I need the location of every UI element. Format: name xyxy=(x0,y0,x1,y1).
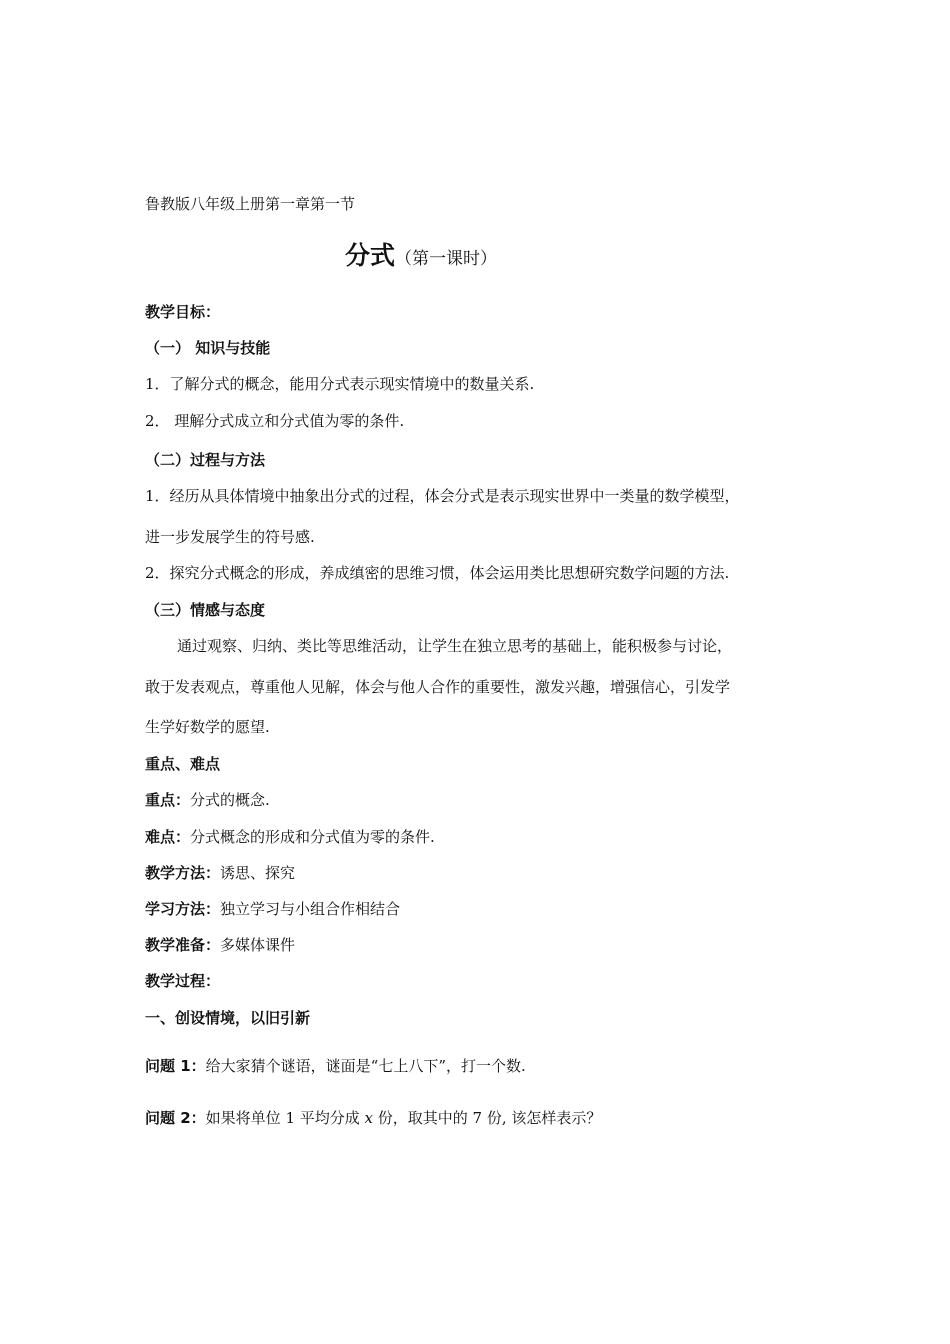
teaching-method-label: 教学方法： xyxy=(145,864,221,882)
question-2 xyxy=(145,1108,601,1128)
question-2-variable: x xyxy=(364,1109,373,1127)
question-2-text-b: 份，取其中的 7 份, 该怎样表示？ xyxy=(373,1109,602,1127)
section3-para-line3: 生学好数学的愿望. xyxy=(145,718,270,736)
question-1-text: 给大家猜个谜语，谜面是“七上八下”，打一个数. xyxy=(205,1057,526,1075)
key-point-label: 重点： xyxy=(145,791,191,809)
keypoints-heading: 重点、难点 xyxy=(145,755,221,773)
section2-item1-line1: 1．经历从具体情境中抽象出分式的过程，体会分式是表示现实世界中一类量的数学模型， xyxy=(145,487,740,505)
objectives-heading: 教学目标： xyxy=(145,303,221,321)
section3-para-line1: 通过观察、归纳、类比等思维活动，让学生在独立思考的基础上，能积极参与讨论， xyxy=(177,637,733,655)
section1-heading: （一） 知识与技能 xyxy=(145,339,271,357)
question-2-text-a: 如果将单位 1 平均分成 xyxy=(205,1109,365,1127)
difficulty-text: 分式概念的形成和分式值为零的条件. xyxy=(190,828,435,846)
section1-item1: 1．了解分式的概念，能用分式表示现实情境中的数量关系. xyxy=(145,375,535,393)
section2-item2: 2．探究分式概念的形成，养成缜密的思维习惯，体会运用类比思想研究数学问题的方法. xyxy=(145,564,730,582)
lesson-title xyxy=(345,236,497,272)
question-1 xyxy=(145,1056,526,1076)
section2-item1-line2: 进一步发展学生的符号感. xyxy=(145,528,315,546)
section3-heading: （三）情感与态度 xyxy=(145,601,266,619)
lesson-title-sub: （第一课时） xyxy=(395,249,498,269)
teaching-preparation xyxy=(145,935,295,955)
question-1-label: 问题 1： xyxy=(145,1057,206,1075)
difficulty-label: 难点： xyxy=(145,828,191,846)
document-header: 鲁教版八年级上册第一章第一节 xyxy=(145,195,356,213)
key-point-text: 分式的概念. xyxy=(190,791,270,809)
learning-method-label: 学习方法： xyxy=(145,900,221,918)
teaching-method xyxy=(145,863,295,883)
preparation-label: 教学准备： xyxy=(145,936,221,954)
preparation-text: 多媒体课件 xyxy=(220,936,296,954)
difficulty-point xyxy=(145,827,435,847)
process-heading: 教学过程： xyxy=(145,972,221,990)
learning-method xyxy=(145,899,400,919)
section2-heading: （二）过程与方法 xyxy=(145,451,266,469)
learning-method-text: 独立学习与小组合作相结合 xyxy=(220,900,401,918)
lesson-title-main: 分式 xyxy=(345,241,396,270)
part1-heading: 一、创设情境，以旧引新 xyxy=(145,1009,311,1027)
question-2-label: 问题 2： xyxy=(145,1109,206,1127)
key-point xyxy=(145,790,270,810)
section1-item2: 2． 理解分式成立和分式值为零的条件. xyxy=(145,412,405,430)
teaching-method-text: 诱思、探究 xyxy=(220,864,296,882)
section3-para-line2: 敢于发表观点，尊重他人见解，体会与他人合作的重要性，激发兴趣，增强信心，引发学 xyxy=(145,678,731,696)
